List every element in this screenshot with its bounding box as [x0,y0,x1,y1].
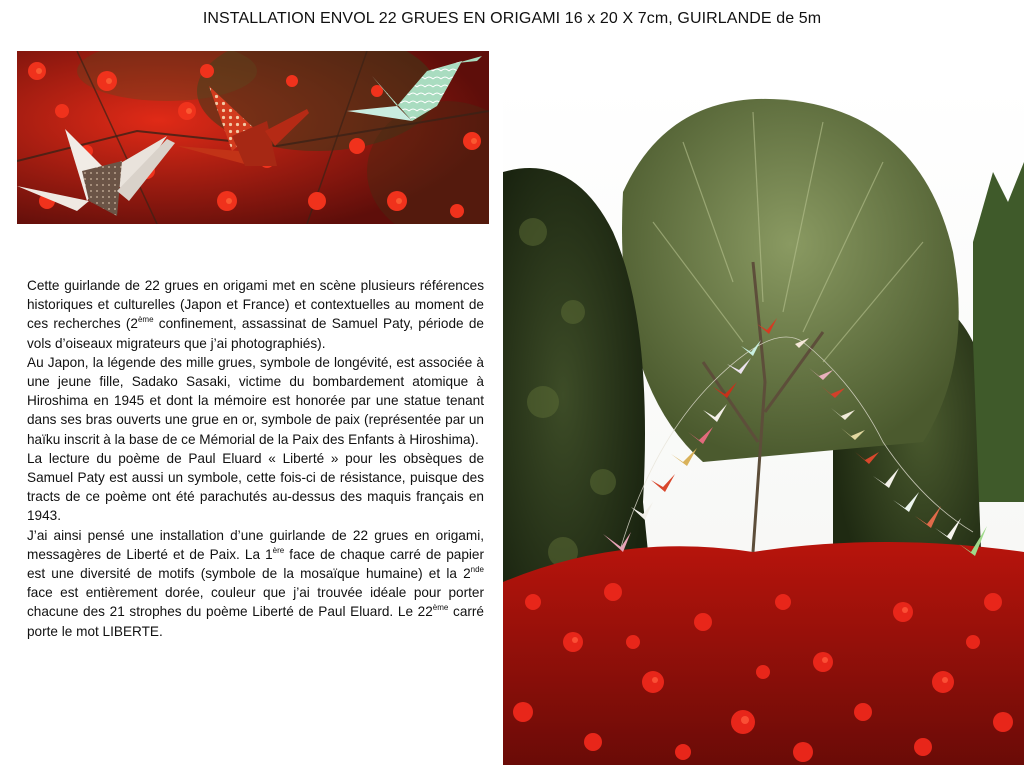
photo-crane-garland [503,82,1024,765]
paragraph-text: face est entièrement dorée, couleur que j’ai trouvée idéale pour porter chacune des 21 strophes du poème Liberté de Paul Eluard. Le 22 [27,585,484,620]
paragraph-text: Cette guirlande de 22 grues en origami met en scène plusieurs références historiques et culturelles (Japon et France) et contextuelles au moment de ces recherches (2 [27,278,484,332]
paragraph [27,353,484,449]
photo-origami-cranes [17,51,489,224]
superscript: ère [272,545,285,555]
paragraph-text: J’ai ainsi pensé une installation d’une guirlande de 22 grues en origami, messagères de Liberté et de Paix. La 1 [27,527,484,562]
description-text [27,276,484,641]
paragraph-text: face de chaque carré de papier est une diversité de motifs (symbole de la mosaïque humaine) et la 2 [27,546,484,582]
paragraph [27,276,484,353]
superscript: ème [432,603,449,613]
page-title: INSTALLATION ENVOL 22 GRUES EN ORIGAMI 16 x 20 X 7cm, GUIRLANDE de 5m [202,10,822,27]
paragraph [27,526,484,641]
paragraph-text: confinement, assassinat de Samuel Paty, période de vols d’oiseaux migrateurs que j’ai photographiés). [27,316,484,351]
paragraph-text: Au Japon, la légende des mille grues, symbole de longévité, est associée à une jeune fille, Sadako Sasaki, victime du bombardement atomique à Hiroshima en 1945 et dont la mémoire est honorée par une statue tenant dans ses bras ouverts une grue en or, symbole de paix (représentée par un haïku inscrit à la base de ce Mémorial de la Paix des Enfants à Hiroshima). [27,354,484,447]
paragraph-text: La lecture du poème de Paul Eluard « Liberté » pour les obsèques de Samuel Paty est aussi un symbole, cette fois-ci de résistance, puisque des tracts de ce poème ont été parachutés au-dessus des maquis français en 1943. [27,450,484,524]
paragraph-text: carré porte le mot LIBERTE. [27,604,484,639]
paragraph [27,449,484,526]
superscript: ème [137,315,154,325]
superscript: nde [470,565,484,575]
